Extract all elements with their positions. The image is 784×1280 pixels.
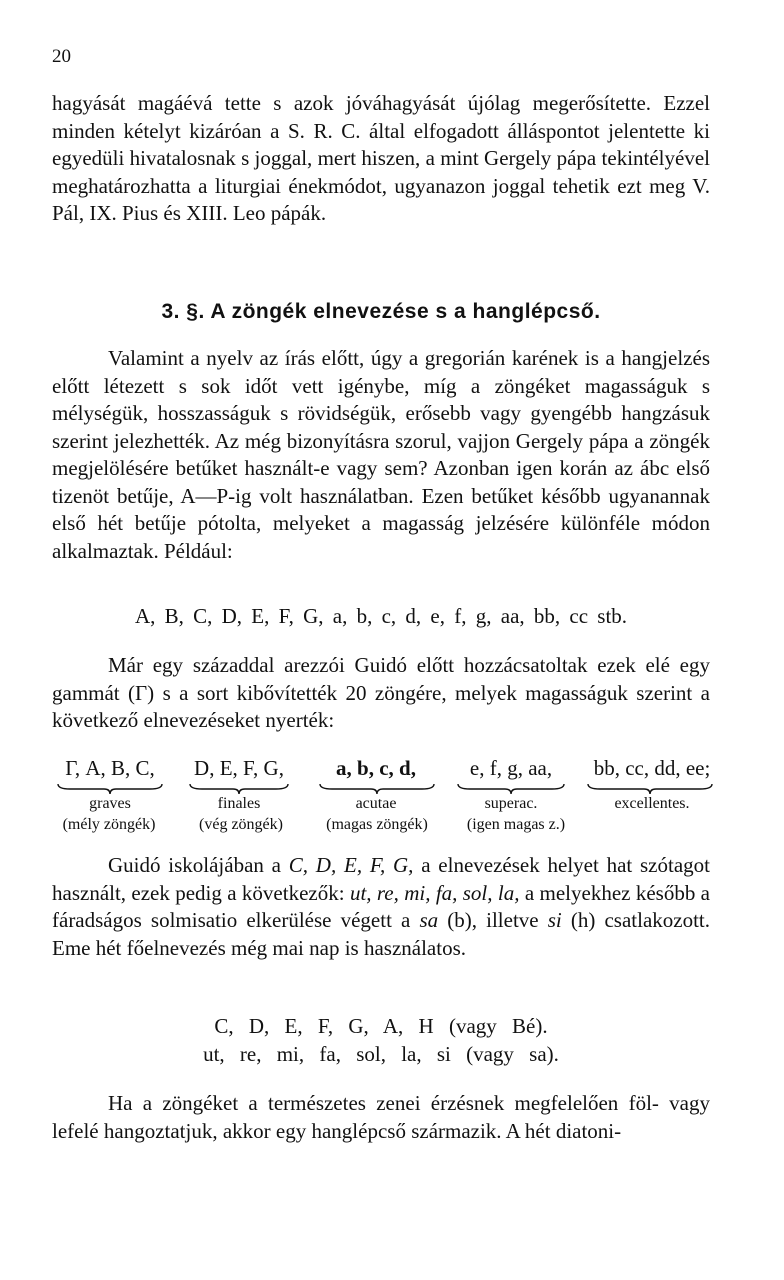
paragraph-continuation: hagyását magáévá tette s azok jóváhagyását újólag megerősítette. Ezzel minden kételyt kizáróan a S. R. C. által elfogadott álláspontot jelentette ki egyedüli hivatalosnak s joggal, mert hiszen, a mint Gergely pápa tekintélyével meghatározhatta a liturgiai énekmódot, ugyanazon joggal tehetik ezt meg V. Pál, IX. Pius és XIII. Leo pápák.: [52, 91, 710, 225]
paragraph-notation-history: [52, 345, 710, 565]
paragraph-scale: [52, 1090, 710, 1145]
gamut-brace-finales: [188, 782, 290, 796]
gamut-brace-graves: [56, 782, 164, 796]
gamut-sub-superac: (igen magas z.): [466, 816, 566, 833]
gamut-sub-graves: (mély zöngék): [62, 816, 156, 833]
note-names-line: C, D, E, F, G, A, H (vagy Bé).: [214, 1014, 548, 1038]
page-number: 20: [52, 46, 71, 67]
gamut-brace-excellentes: [586, 782, 714, 796]
gamut-notes-graves: Γ, A, B, C,: [65, 756, 155, 780]
gamut-notes-acutae: a, b, c, d,: [336, 756, 416, 780]
paragraph-guido: [52, 852, 710, 962]
gamut-sub-acutae: (magas zöngék): [326, 816, 428, 833]
gamut-brace-superac: [456, 782, 566, 796]
gamut-label-acutae: acutae: [355, 795, 397, 812]
gamut-sub-finales: (vég zöngék): [199, 816, 283, 833]
section-heading: 3. §. A zöngék elnevezése s a hanglépcső.: [161, 300, 601, 323]
gamut-notes-superac: e, f, g, aa,: [469, 756, 553, 780]
paragraph-guido-start: Guidó iskolájában a: [108, 853, 289, 877]
paragraph-guido-mid3: (b), illetve: [438, 908, 548, 932]
paragraph-notation-history-text: Valamint a nyelv az írás előtt, úgy a gregorián karének is a hangjelzés előtt létezett s sok időt vett igénybe, míg a zöngéket magasságuk s mélységük, hosszasságuk s rövidségük, erősebb vagy gyengébb hangzásuk szerint jelezhették. Az még bizonyításra szorul, vajjon Gergely pápa a zöngék megjelölésére betűket használt-e vagy sem? Azonban igen korán az ábc első tizenöt betűje, A—P-ig volt használatban. Ezen betűket később ugyanannak első hét betűje pótolta, melyeket a magasság jelzésére különféle módon alkalmaztak. Például:: [52, 346, 710, 563]
paragraph-guido-mid: a elnevezések helyet hat szótagot használt, ezek pedig a következők:: [52, 853, 710, 905]
paragraph-guido-sa: sa: [419, 908, 439, 932]
paragraph-guido-letters: C, D, E, F, G,: [288, 853, 414, 877]
syllables-line: ut, re, mi, fa, sol, la, si (vagy sa).: [203, 1042, 559, 1066]
gamut-label-excellentes: excellentes.: [614, 795, 690, 812]
paragraph-gamma: [52, 652, 710, 735]
letter-examples: A, B, C, D, E, F, G, a, b, c, d, e, f, g, aa, bb, cc stb.: [134, 604, 628, 628]
paragraph-guido-si: si: [547, 908, 562, 932]
gamut-label-finales: finales: [217, 795, 261, 812]
gamut-brace-acutae: [318, 782, 436, 796]
paragraph-guido-syllables: ut, re, mi, fa, sol, la,: [349, 880, 520, 905]
gamut-notes-finales: D, E, F, G,: [194, 756, 284, 780]
gamut-notes-excellentes: bb, cc, dd, ee;: [593, 756, 711, 780]
gamut-label-superac: superac.: [484, 795, 538, 812]
paragraph-guido-end: (h) csatlakozott. Eme hét főelnevezés még mai nap is használatos.: [52, 908, 711, 960]
paragraph-scale-text: Ha a zöngéket a természetes zenei érzésnek megfelelően föl- vagy lefelé hangoztatjuk, akkor egy hanglépcső származik. A hét diatoni-: [52, 1091, 710, 1143]
paragraph-gamma-text: Már egy századdal arezzói Guidó előtt hozzácsatoltak ezek elé egy gammát (Γ) s a sort kibővítették 20 zöngére, melyek magasságuk szerint a következő elnevezéseket nyerték:: [52, 653, 710, 732]
gamut-label-graves: graves: [89, 795, 131, 812]
paragraph-guido-mid2: a melyekhez később a fáradságos solmisatio elkerülése végett a: [52, 880, 710, 932]
